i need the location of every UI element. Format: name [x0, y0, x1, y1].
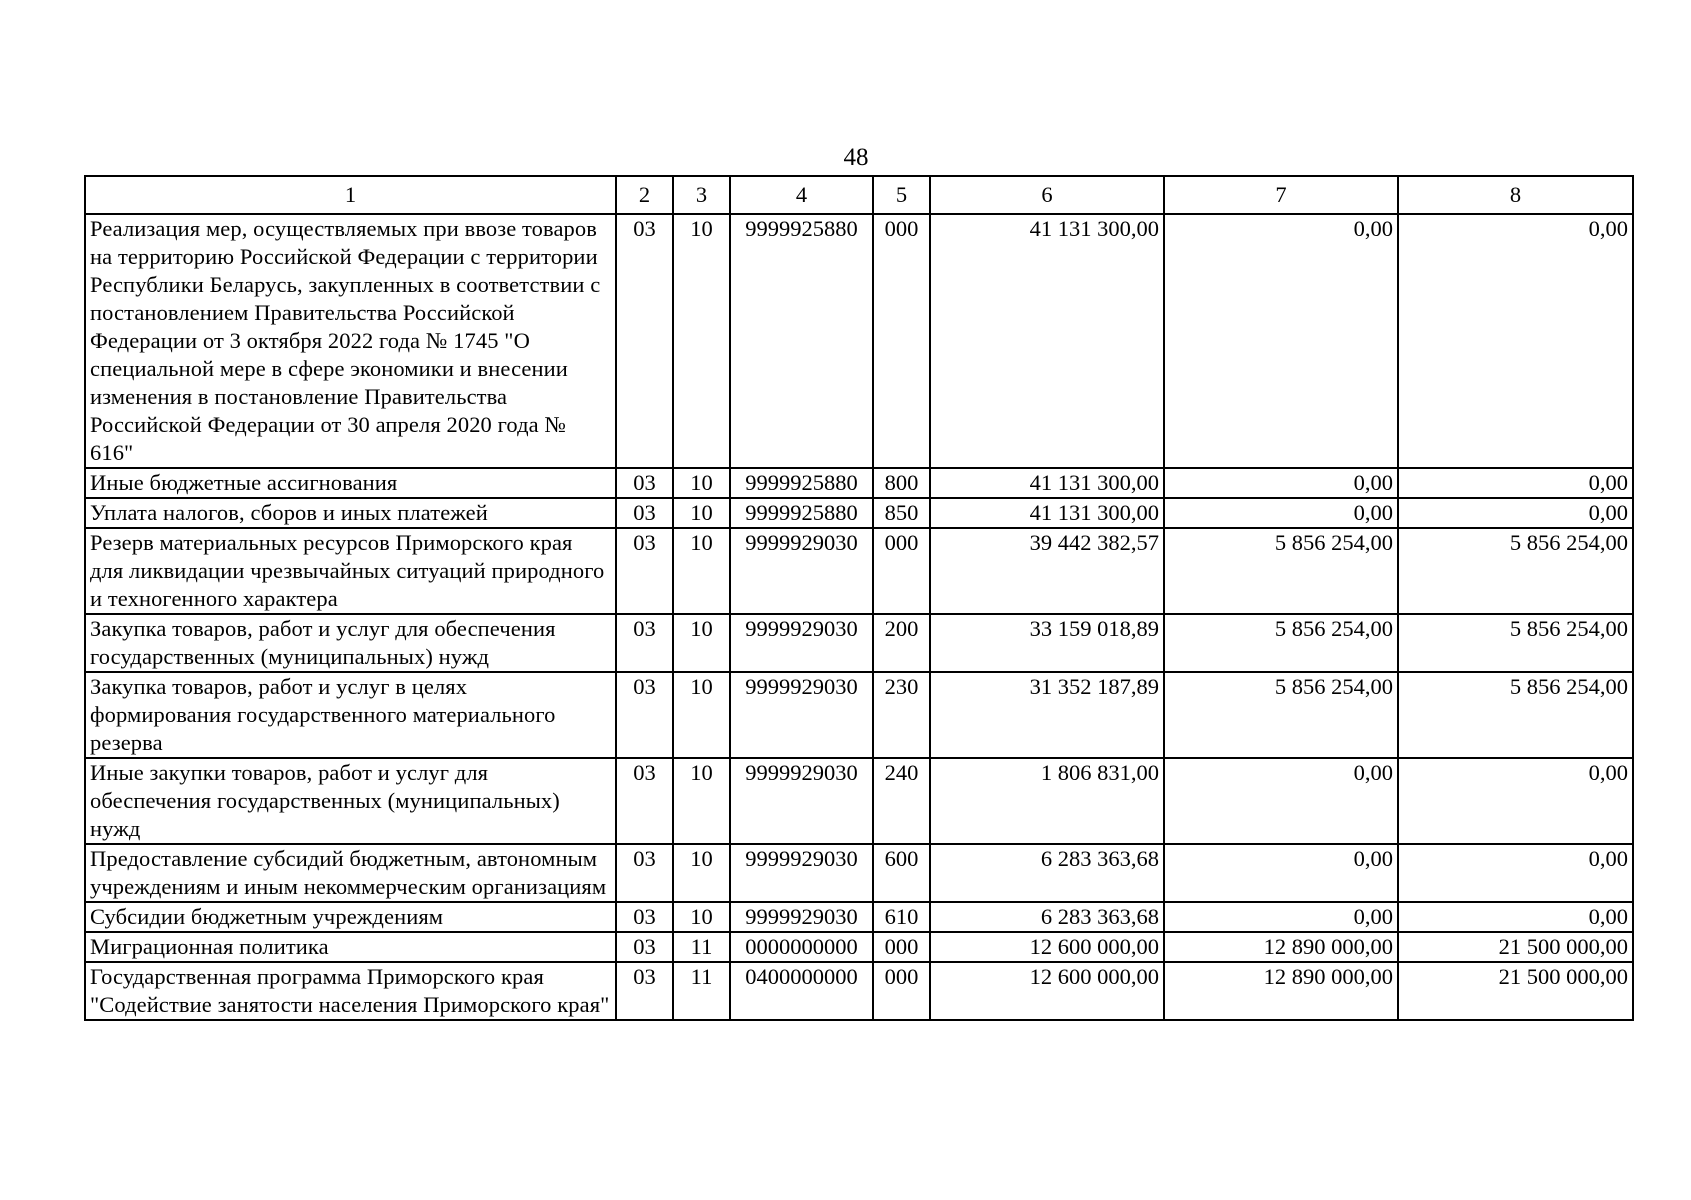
amount-col8-cell: 0,00: [1398, 902, 1633, 932]
subsection-code-cell: 10: [673, 902, 730, 932]
row-name-cell: Реализация мер, осуществляемых при ввозе товаров на территорию Российской Федерации с территории Республики Беларусь, закупленных в соответствии с постановлением Правительства Российской Федерации от 3 октября 2022 года № 1745 "О специальной мере в сфере экономики и внесении изменения в постановление Правительства Российской Федерации от 30 апреля 2020 года № 616": [85, 214, 616, 468]
target-article-cell: 9999929030: [730, 902, 873, 932]
amount-col6-cell: 6 283 363,68: [930, 844, 1164, 902]
table-row: [85, 498, 1633, 528]
amount-col6-cell: 31 352 187,89: [930, 672, 1164, 758]
row-name-cell: Закупка товаров, работ и услуг в целях формирования государственного материального резерва: [85, 672, 616, 758]
target-article-cell: 9999925880: [730, 468, 873, 498]
subsection-code-cell: 10: [673, 498, 730, 528]
page-number: 48: [843, 144, 869, 171]
table-row: [85, 758, 1633, 844]
table-header-row: [85, 176, 1633, 214]
amount-col6-cell: 41 131 300,00: [930, 214, 1164, 468]
column-header: 4: [730, 176, 873, 214]
row-name-cell: Предоставление субсидий бюджетным, автономным учреждениям и иным некоммерческим организациям: [85, 844, 616, 902]
amount-col6-cell: 41 131 300,00: [930, 468, 1164, 498]
amount-col6-cell: 1 806 831,00: [930, 758, 1164, 844]
subsection-code-cell: 11: [673, 932, 730, 962]
amount-col6-cell: 33 159 018,89: [930, 614, 1164, 672]
table-body: [85, 214, 1633, 1020]
row-name-cell: Иные бюджетные ассигнования: [85, 468, 616, 498]
subsection-code-cell: 10: [673, 844, 730, 902]
amount-col6-cell: 12 600 000,00: [930, 932, 1164, 962]
row-name-cell: Государственная программа Приморского края "Содействие занятости населения Приморского края": [85, 962, 616, 1020]
subsection-code-cell: 10: [673, 528, 730, 614]
amount-col6-cell: 39 442 382,57: [930, 528, 1164, 614]
expense-type-cell: 000: [873, 932, 930, 962]
amount-col8-cell: 0,00: [1398, 468, 1633, 498]
amount-col8-cell: 0,00: [1398, 498, 1633, 528]
row-name-cell: Иные закупки товаров, работ и услуг для обеспечения государственных (муниципальных) нужд: [85, 758, 616, 844]
amount-col7-cell: 5 856 254,00: [1164, 672, 1398, 758]
amount-col7-cell: 12 890 000,00: [1164, 932, 1398, 962]
subsection-code-cell: 10: [673, 214, 730, 468]
section-code-cell: 03: [616, 614, 673, 672]
amount-col7-cell: 12 890 000,00: [1164, 962, 1398, 1020]
section-code-cell: 03: [616, 902, 673, 932]
section-code-cell: 03: [616, 962, 673, 1020]
amount-col8-cell: 0,00: [1398, 844, 1633, 902]
target-article-cell: 0000000000: [730, 932, 873, 962]
amount-col8-cell: 0,00: [1398, 214, 1633, 468]
section-code-cell: 03: [616, 214, 673, 468]
target-article-cell: 0400000000: [730, 962, 873, 1020]
expense-type-cell: 240: [873, 758, 930, 844]
section-code-cell: 03: [616, 498, 673, 528]
row-name-cell: Закупка товаров, работ и услуг для обеспечения государственных (муниципальных) нужд: [85, 614, 616, 672]
table-row: [85, 528, 1633, 614]
target-article-cell: 9999929030: [730, 614, 873, 672]
amount-col8-cell: 5 856 254,00: [1398, 614, 1633, 672]
section-code-cell: 03: [616, 672, 673, 758]
expense-type-cell: 800: [873, 468, 930, 498]
amount-col8-cell: 21 500 000,00: [1398, 962, 1633, 1020]
row-name-cell: Резерв материальных ресурсов Приморского края для ликвидации чрезвычайных ситуаций природного и техногенного характера: [85, 528, 616, 614]
table-row: [85, 902, 1633, 932]
table-row: [85, 614, 1633, 672]
column-header: 6: [930, 176, 1164, 214]
subsection-code-cell: 10: [673, 468, 730, 498]
expense-type-cell: 200: [873, 614, 930, 672]
expense-type-cell: 610: [873, 902, 930, 932]
amount-col7-cell: 5 856 254,00: [1164, 614, 1398, 672]
subsection-code-cell: 11: [673, 962, 730, 1020]
section-code-cell: 03: [616, 932, 673, 962]
target-article-cell: 9999925880: [730, 214, 873, 468]
amount-col7-cell: 0,00: [1164, 468, 1398, 498]
column-header: 7: [1164, 176, 1398, 214]
table-row: [85, 962, 1633, 1020]
column-header: 2: [616, 176, 673, 214]
column-header: 1: [85, 176, 616, 214]
amount-col8-cell: 21 500 000,00: [1398, 932, 1633, 962]
target-article-cell: 9999925880: [730, 498, 873, 528]
target-article-cell: 9999929030: [730, 528, 873, 614]
section-code-cell: 03: [616, 758, 673, 844]
amount-col8-cell: 0,00: [1398, 758, 1633, 844]
expense-type-cell: 600: [873, 844, 930, 902]
subsection-code-cell: 10: [673, 758, 730, 844]
expense-type-cell: 000: [873, 962, 930, 1020]
expense-type-cell: 230: [873, 672, 930, 758]
amount-col7-cell: 5 856 254,00: [1164, 528, 1398, 614]
amount-col7-cell: 0,00: [1164, 844, 1398, 902]
column-header: 3: [673, 176, 730, 214]
subsection-code-cell: 10: [673, 614, 730, 672]
target-article-cell: 9999929030: [730, 844, 873, 902]
amount-col7-cell: 0,00: [1164, 498, 1398, 528]
section-code-cell: 03: [616, 468, 673, 498]
row-name-cell: Миграционная политика: [85, 932, 616, 962]
expense-type-cell: 000: [873, 528, 930, 614]
table-row: [85, 214, 1633, 468]
column-header: 8: [1398, 176, 1633, 214]
amount-col7-cell: 0,00: [1164, 902, 1398, 932]
target-article-cell: 9999929030: [730, 758, 873, 844]
expense-type-cell: 850: [873, 498, 930, 528]
target-article-cell: 9999929030: [730, 672, 873, 758]
section-code-cell: 03: [616, 844, 673, 902]
table-row: [85, 468, 1633, 498]
amount-col6-cell: 41 131 300,00: [930, 498, 1164, 528]
table-row: [85, 672, 1633, 758]
table-row: [85, 932, 1633, 962]
amount-col8-cell: 5 856 254,00: [1398, 528, 1633, 614]
budget-table: [84, 175, 1634, 1021]
amount-col6-cell: 6 283 363,68: [930, 902, 1164, 932]
amount-col8-cell: 5 856 254,00: [1398, 672, 1633, 758]
column-header: 5: [873, 176, 930, 214]
amount-col7-cell: 0,00: [1164, 758, 1398, 844]
row-name-cell: Уплата налогов, сборов и иных платежей: [85, 498, 616, 528]
amount-col7-cell: 0,00: [1164, 214, 1398, 468]
expense-type-cell: 000: [873, 214, 930, 468]
row-name-cell: Субсидии бюджетным учреждениям: [85, 902, 616, 932]
section-code-cell: 03: [616, 528, 673, 614]
amount-col6-cell: 12 600 000,00: [930, 962, 1164, 1020]
table-row: [85, 844, 1633, 902]
subsection-code-cell: 10: [673, 672, 730, 758]
